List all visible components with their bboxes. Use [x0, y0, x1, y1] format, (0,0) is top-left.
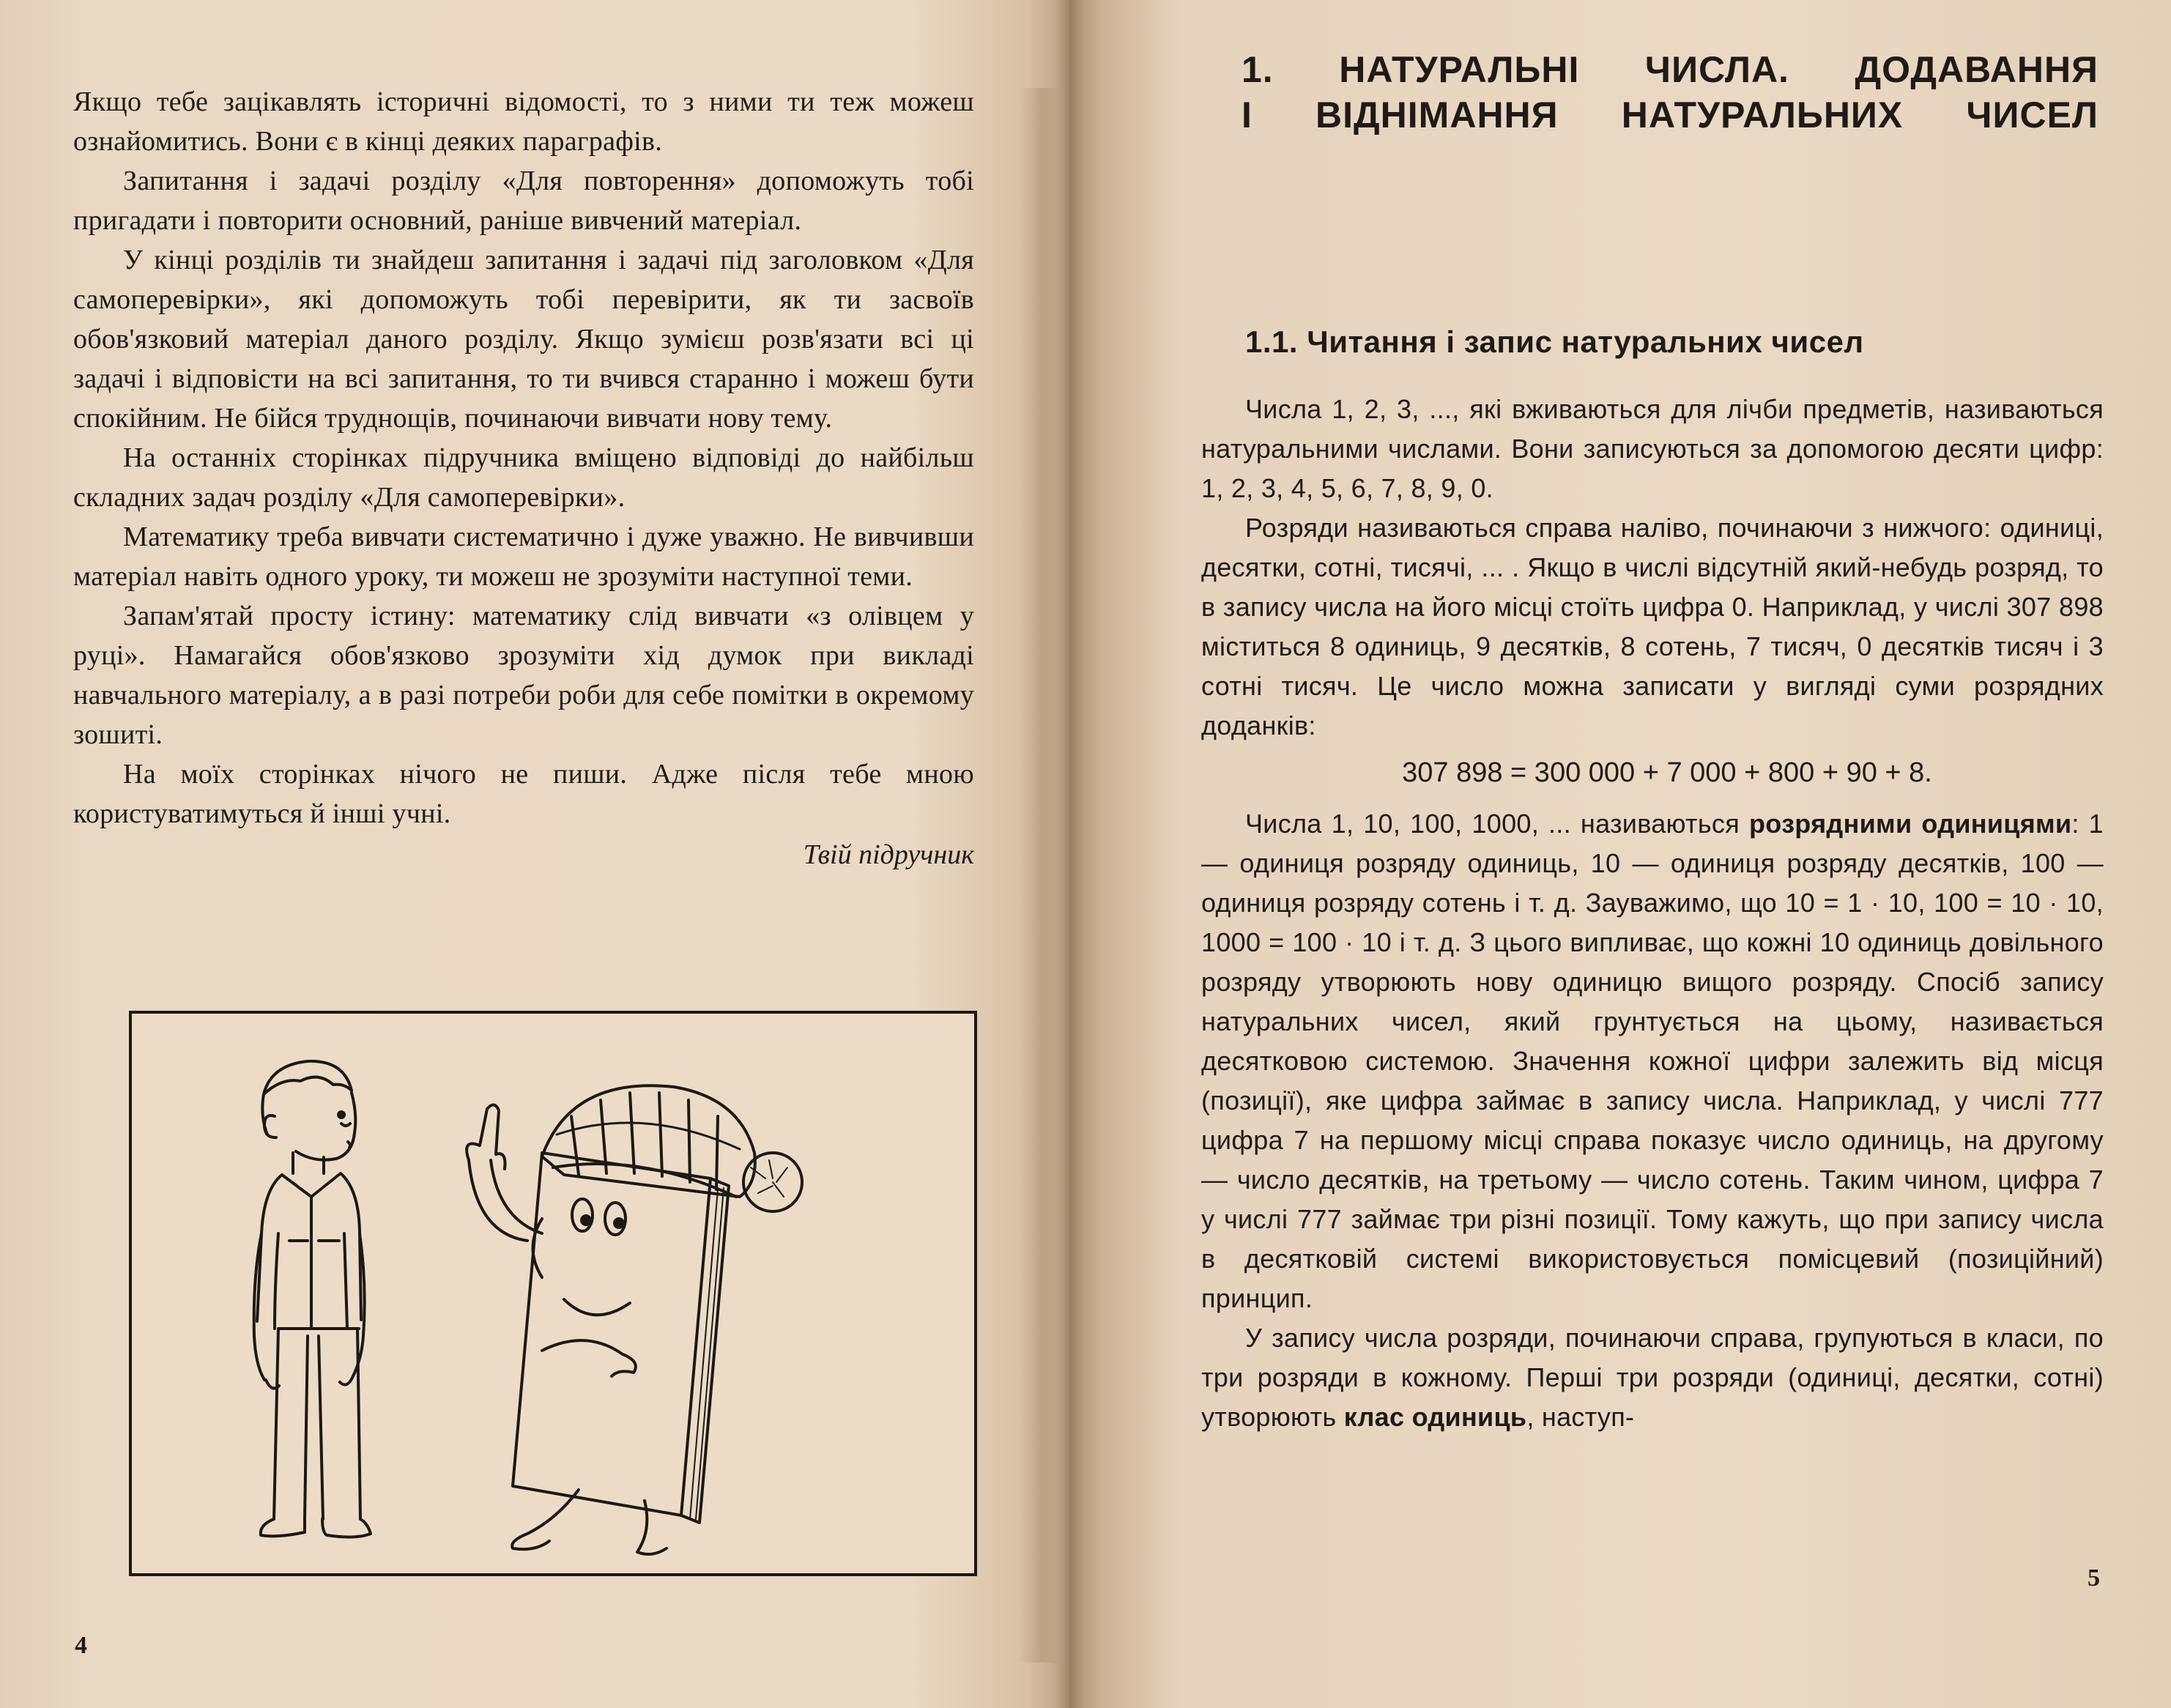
- left-paragraph-4: На останніх сторінках підручника вміщено відповіді до найбільш складних задач розділу «Для самоперевірки».: [73, 442, 974, 513]
- p3-start: Числа 1, 10, 100, 1000, ... називаються: [1245, 809, 1740, 839]
- left-text-block: [73, 82, 974, 875]
- chapter-title-line-2: І ВІДНІМАННЯ НАТУРАЛЬНИХ ЧИСЕЛ: [1242, 94, 2098, 135]
- book-character: [467, 1085, 802, 1554]
- boy-and-book-drawing: [132, 1014, 974, 1573]
- right-paragraph-2: Розряди називаються справа наліво, починаючи з нижчого: одиниці, десятки, сотні, тисячі, ... . Якщо в числі відсутній який-небудь розряд, то в запису числа на його місці стоїть цифра 0. Наприклад, у числі 307 898 міститься 8 одиниць, 9 десятків, 8 сотень, 7 тисяч, 0 десятків тисяч і 3 сотні тисяч. Це число можна записати у вигляді суми розрядних доданків:: [1201, 513, 2104, 740]
- left-paragraph-6: Запам'ятай просту істину: математику слід вивчати «з олівцем у руці». Намагайся обов'язково зрозуміти хід думок при викладі навчального матеріалу, а в разі потреби роби для себе помітки в окремому зошиті.: [73, 601, 974, 750]
- left-paragraph-7: На моїх сторінках нічого не пиши. Адже після тебе мною користуватимуться й інші учні.: [73, 759, 974, 829]
- formula: 307 898 = 300 000 + 7 000 + 800 + 90 + 8.: [1402, 757, 1932, 788]
- left-paragraph-1: Якщо тебе зацікавлять історичні відомості, то з ними ти теж можеш ознайомитись. Вони є в кінці деяких параграфів.: [73, 86, 974, 157]
- left-paragraph-2: Запитання і задачі розділу «Для повторення» допоможуть тобі пригадати і повторити основний, раніше вивчений матеріал.: [73, 166, 974, 236]
- left-paragraph-3: У кінці розділів ти знайдеш запитання і задачі під заголовком «Для самоперевірки», які допоможуть тобі перевірити, як ти засвоїв обов'язковий матеріал даного розділу. Якщо зумієш розв'язати всі ці задачі і відповісти на всі запитання, то ти вчився старанно і можеш бути спокійним. Не бійся труднощів, починаючи вивчати нову тему.: [73, 245, 974, 434]
- chapter-title: [1242, 47, 2098, 138]
- p4-start: У запису числа розряди, починаючи справа, групуються в класи, по три розряди в кожному. Перші три розряди (одиниці, десятки, сотні) утворюють: [1201, 1323, 2104, 1432]
- term-class-units: клас одиниць: [1343, 1402, 1527, 1432]
- right-paragraph-1: Числа 1, 2, 3, ..., які вживаються для лічби предметів, називаються натуральними числами. Вони записуються за допомогою десяти цифр: 1, 2, 3, 4, 5, 6, 7, 8, 9, 0.: [1201, 394, 2104, 503]
- page-stain: [1018, 88, 1062, 1663]
- chapter-title-line-1: 1. НАТУРАЛЬНІ ЧИСЛА. ДОДАВАННЯ: [1242, 49, 2098, 90]
- right-paragraph-4: [1201, 1318, 2104, 1437]
- boy-figure: [254, 1061, 371, 1537]
- p3-rest: : 1 — одиниця розряду одиниць, 10 — одиниця розряду десятків, 100 — одиниця розряду сотень і т. д. Зауважимо, що 10 = 1 · 10, 100 = 10 · 10, 1000 = 100 · 10 і т. д. З цього випливає, що кожні 10 одиниць довільного розряду утворюють нову одиницю вищого розряду. Спосіб запису натуральних чисел, який грунтується на цьому, називається десятковою системою. Значення кожної цифри залежить від місця (позиції), яке цифра займає в запису числа. Наприклад, у числі 777 цифра 7 на першому місці справа показує число одиниць, на другому — число десятків, на третьому — число сотень. Таким чином, цифра 7 у числі 777 займає три різні позиції. Тому кажуть, що при запису числа в десятковій системі використовується помісцевий (позиційний) принцип.: [1201, 809, 2104, 1313]
- page-number-left: 4: [75, 1632, 87, 1659]
- p4-rest: , наступ-: [1526, 1402, 1635, 1432]
- page-number-right: 5: [2088, 1564, 2100, 1592]
- right-text-block: [1201, 390, 2104, 1437]
- term-place-units: розрядними одиницями: [1749, 809, 2072, 839]
- signature: Твій підручник: [803, 839, 974, 870]
- left-page: [0, 0, 1069, 1708]
- left-paragraph-5: Математику треба вивчати систематично і дуже уважно. Не вивчивши матеріал навіть одного уроку, ти можеш не зрозуміти наступної теми.: [73, 521, 974, 592]
- illustration-boy-and-book: [129, 1011, 977, 1576]
- section-title: 1.1. Читання і запис натуральних чисел: [1245, 324, 1864, 359]
- right-paragraph-3: [1201, 804, 2104, 1318]
